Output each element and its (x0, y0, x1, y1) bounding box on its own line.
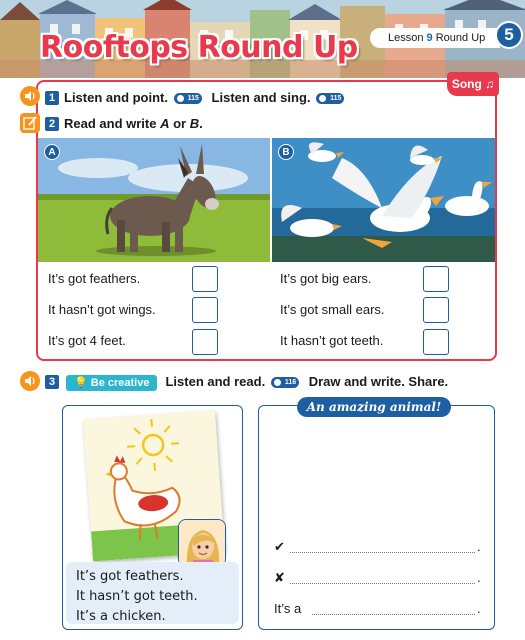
letter-a: A (160, 116, 170, 131)
audio-icon[interactable] (20, 86, 40, 106)
bubble-line-1: It’s got feathers. (76, 569, 184, 584)
line-end-3: . (477, 601, 481, 616)
line-end-1: . (477, 539, 481, 554)
page-title: Rooftops Round Up (40, 30, 358, 65)
statement-left-3: It’s got 4 feet. (48, 333, 126, 348)
cross-icon: ✘ (274, 570, 285, 585)
be-creative-badge (66, 375, 157, 391)
check-icon: ✔ (274, 539, 285, 554)
exercise-1-instruction (64, 90, 346, 105)
exercise-2-number: 2 (45, 117, 59, 131)
pencil-icon (20, 113, 40, 133)
write-line-2[interactable] (290, 583, 475, 584)
avatar (178, 519, 226, 567)
bubble-line-3: It’s a chicken. (76, 609, 166, 624)
lesson-label (370, 28, 500, 48)
photo-a-label: A (44, 144, 60, 160)
instruction-listen-point: Listen and point. (64, 90, 168, 105)
line-end-2: . (477, 570, 481, 585)
drawing-card[interactable] (258, 405, 495, 630)
answer-box-left-1[interactable] (192, 266, 218, 292)
audio-track-badge[interactable]: 115 (174, 93, 202, 104)
audio-track-badge[interactable]: 115 (316, 93, 344, 104)
photo-donkey (38, 138, 270, 262)
exercise-2-instruction (64, 116, 203, 131)
write-line-3[interactable] (312, 614, 475, 615)
write-line-1[interactable] (290, 552, 475, 553)
instruction-period: . (199, 116, 203, 131)
exercise-3-instruction (64, 374, 448, 391)
audio-icon[interactable] (20, 371, 40, 391)
instruction-listen-sing: Listen and sing. (211, 90, 311, 105)
letter-b: B (189, 116, 200, 131)
be-creative-label: Be creative (90, 376, 150, 389)
lesson-name: Round Up (435, 32, 486, 44)
song-tag[interactable]: Song ♫ (447, 72, 499, 96)
photo-b-label: B (278, 144, 294, 160)
statement-left-1: It’s got feathers. (48, 271, 141, 286)
bubble-line-2: It hasn’t got teeth. (76, 589, 198, 604)
instruction-listen-read: Listen and read. (165, 374, 266, 389)
statement-left-2: It hasn’t got wings. (48, 302, 156, 317)
answer-box-right-3[interactable] (423, 329, 449, 355)
audio-track-badge[interactable]: 116 (271, 377, 299, 388)
instruction-or: or (173, 116, 187, 131)
photo-geese (272, 138, 495, 262)
statement-right-2: It’s got small ears. (280, 302, 385, 317)
its-a-label: It’s a (274, 601, 302, 616)
instruction-read-write: Read and write (64, 116, 157, 131)
unit-number-badge: 5 (495, 21, 523, 49)
answer-box-right-2[interactable] (423, 297, 449, 323)
card-title: An amazing animal! (297, 397, 451, 417)
lightbulb-icon: 💡 (74, 376, 88, 389)
lesson-prefix: Lesson (388, 32, 424, 44)
answer-box-left-3[interactable] (192, 329, 218, 355)
exercise-1-number: 1 (45, 91, 59, 105)
statement-right-3: It hasn’t got teeth. (280, 333, 384, 348)
instruction-draw-write: Draw and write. Share. (308, 374, 449, 389)
exercise-3-number: 3 (45, 375, 59, 389)
answer-box-right-1[interactable] (423, 266, 449, 292)
lesson-number: 9 (426, 32, 433, 44)
answer-box-left-2[interactable] (192, 297, 218, 323)
statement-right-1: It’s got big ears. (280, 271, 372, 286)
